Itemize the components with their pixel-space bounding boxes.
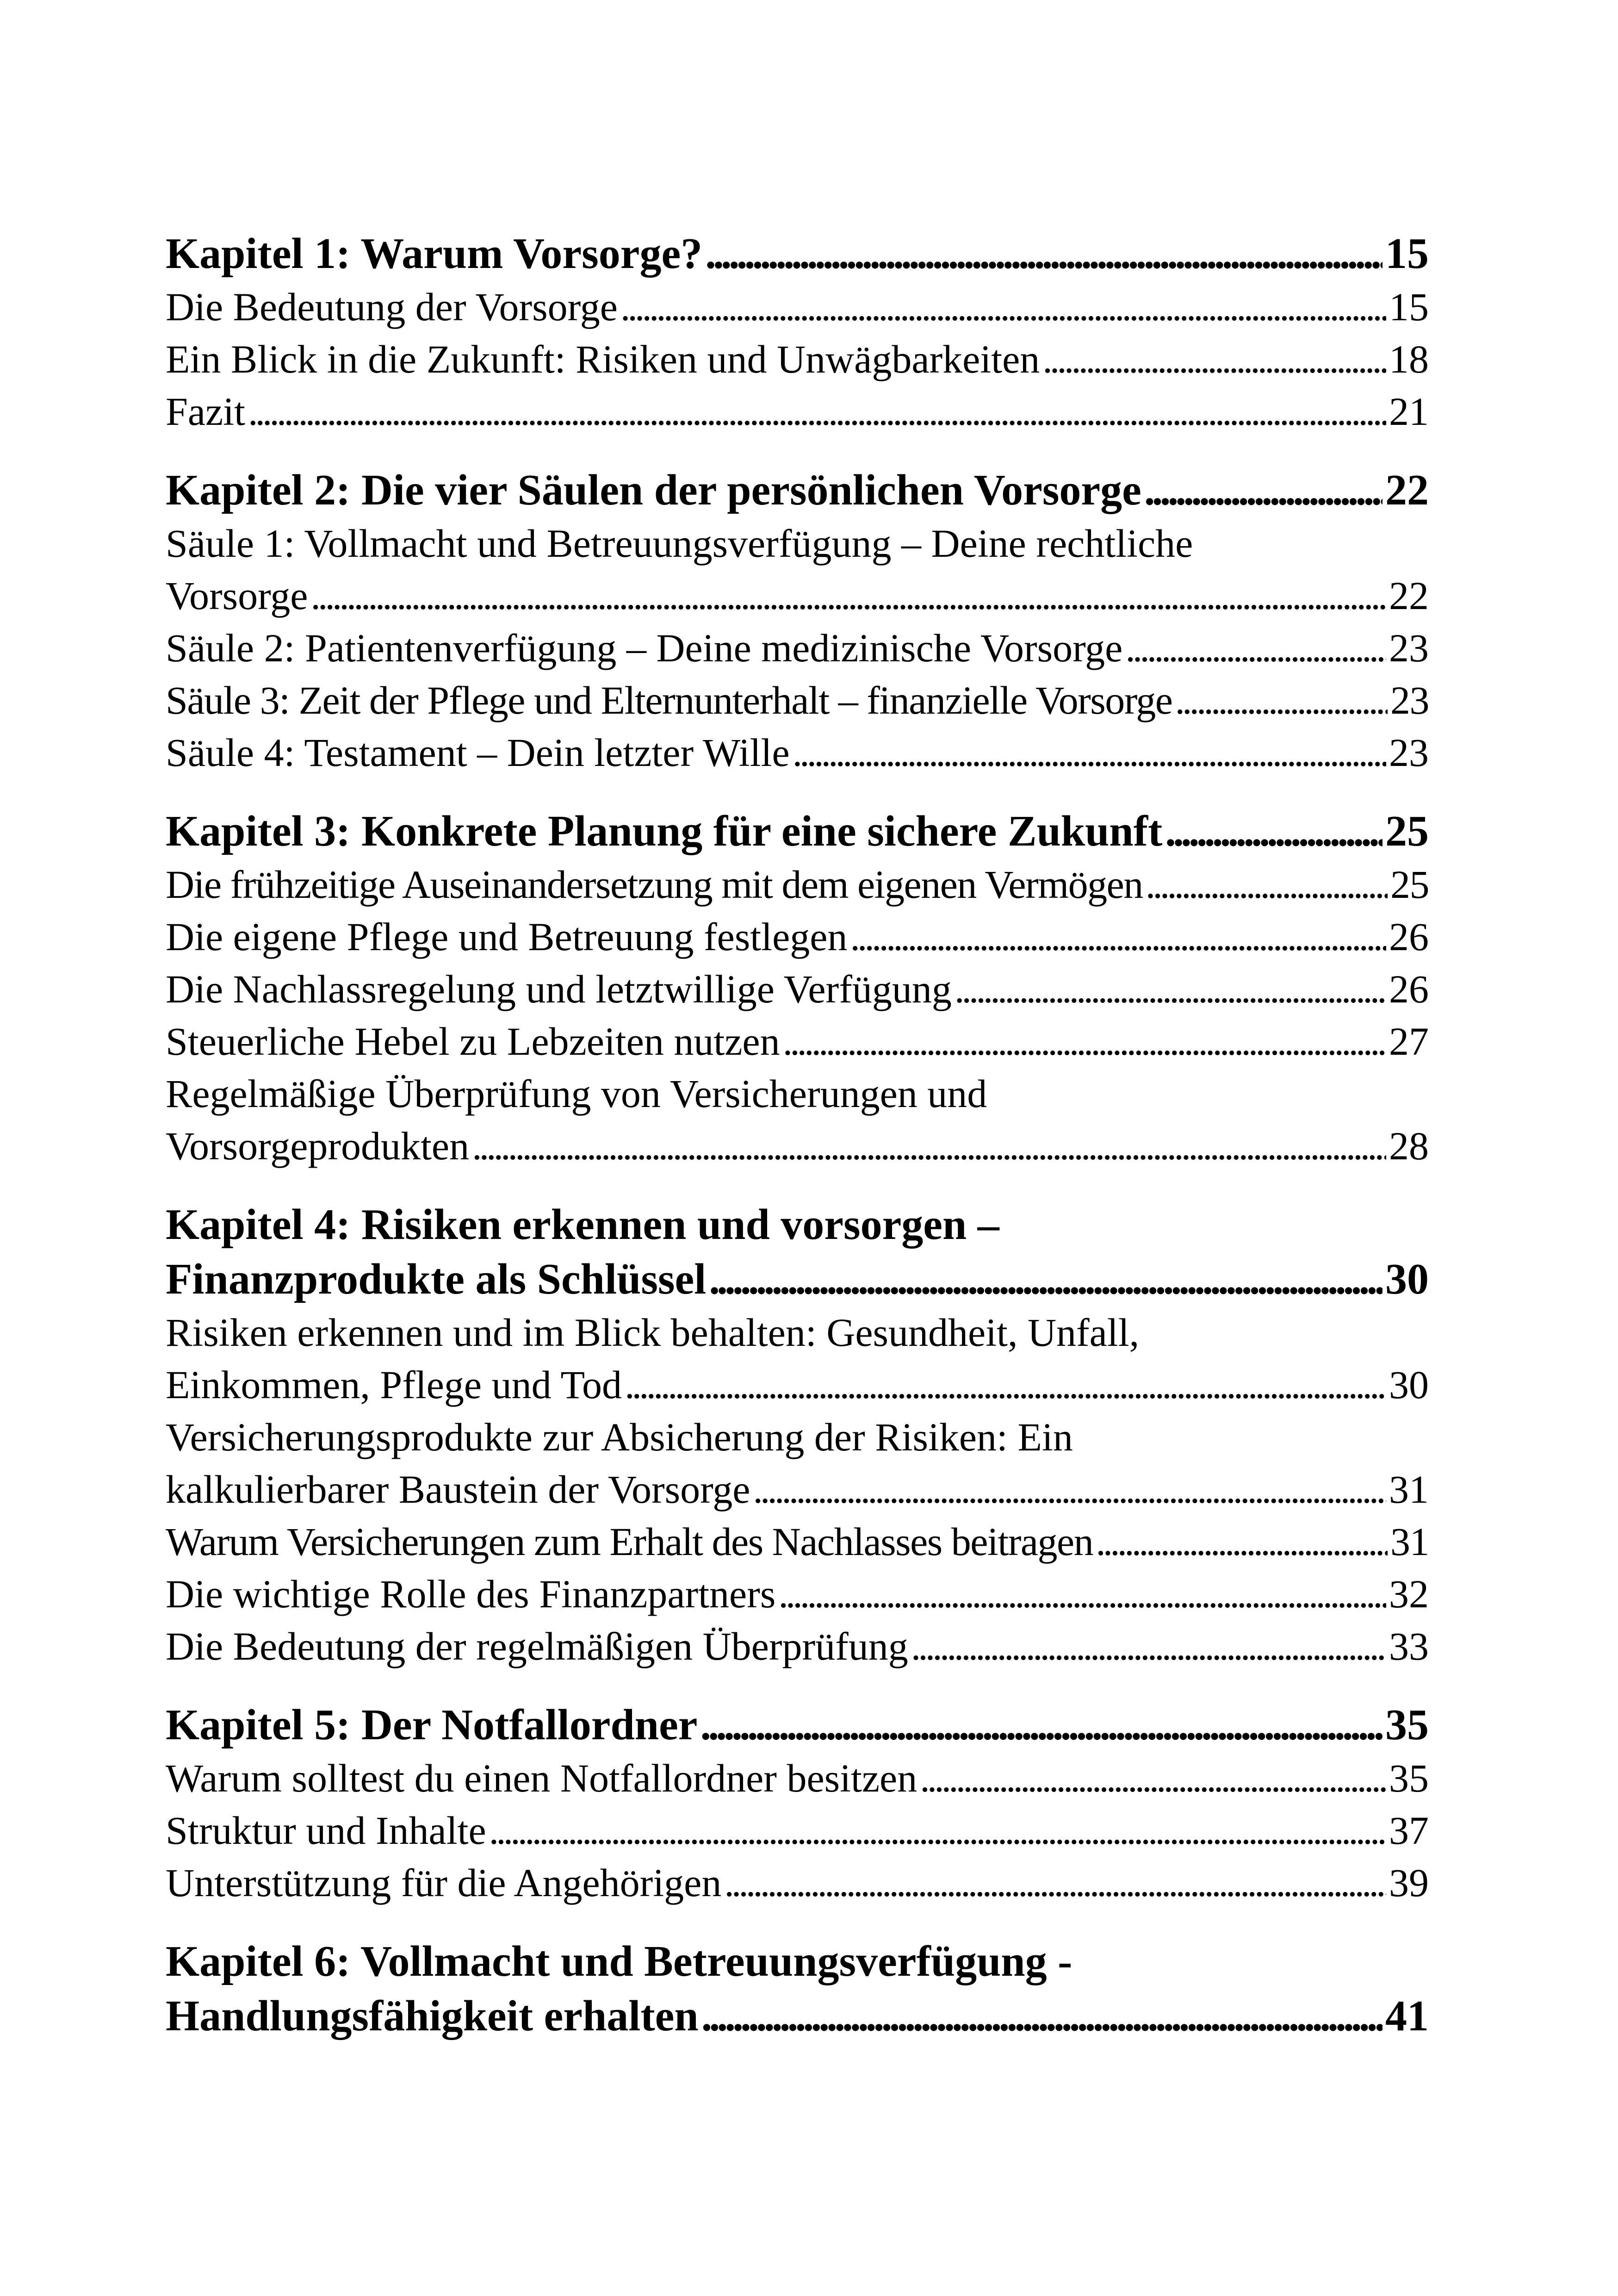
- table-of-contents: [166, 226, 1429, 2043]
- entry-title: Die Nachlassregelung und letztwillige Verfügung: [166, 967, 952, 1011]
- toc-entry[interactable]: [166, 963, 1429, 1015]
- entry-title-continued: Vorsorgeprodukten: [166, 1124, 470, 1168]
- page-number: 41: [1385, 1992, 1429, 2040]
- page-number: 30: [1389, 1363, 1429, 1407]
- dot-leader: [1096, 1516, 1388, 1568]
- chapter-heading-line-1[interactable]: [166, 1197, 1429, 1252]
- toc-entry[interactable]: [166, 1752, 1429, 1804]
- entry-title: Warum Versicherungen zum Erhalt des Nachlasses beitragen: [166, 1519, 1093, 1564]
- toc-entry[interactable]: [166, 333, 1429, 386]
- page-number: 22: [1385, 466, 1429, 514]
- chapter-4: [166, 1197, 1429, 1673]
- entry-title: Versicherungsprodukte zur Absicherung der Risiken: Ein: [166, 1415, 1073, 1459]
- dot-leader: [955, 963, 1386, 1015]
- toc-entry-line-1[interactable]: [166, 1068, 1429, 1120]
- chapter-1: [166, 226, 1429, 438]
- dot-leader: [850, 911, 1386, 963]
- dot-leader: [920, 1752, 1386, 1804]
- entry-title: Fazit: [166, 389, 245, 434]
- dot-leader: [911, 1620, 1386, 1673]
- dot-leader: [248, 386, 1386, 438]
- dot-leader: [1144, 463, 1382, 517]
- toc-entry[interactable]: [166, 570, 1429, 622]
- page-number: 15: [1385, 230, 1429, 278]
- page-number: 23: [1389, 730, 1429, 775]
- entry-title-continued: kalkulierbarer Baustein der Vorsorge: [166, 1467, 750, 1512]
- chapter-heading[interactable]: [166, 804, 1429, 859]
- toc-entry-line-1[interactable]: [166, 517, 1429, 570]
- page-number: 35: [1385, 1701, 1429, 1749]
- toc-entry[interactable]: [166, 1120, 1429, 1172]
- chapter-title-continued: Finanzprodukte als Schlüssel: [166, 1255, 707, 1303]
- dot-leader: [489, 1804, 1386, 1857]
- toc-entry[interactable]: [166, 911, 1429, 963]
- toc-entry[interactable]: [166, 386, 1429, 438]
- dot-leader: [1146, 859, 1388, 911]
- chapter-title: Kapitel 5: Der Notfallordner: [166, 1701, 698, 1749]
- page-number: 28: [1389, 1124, 1429, 1168]
- chapter-heading[interactable]: [166, 1698, 1429, 1752]
- page-number: 26: [1389, 915, 1429, 959]
- entry-title: Die eigene Pflege und Betreuung festlegen: [166, 915, 848, 959]
- page-number: 25: [1390, 862, 1429, 907]
- dot-leader: [793, 727, 1386, 779]
- entry-title: Struktur und Inhalte: [166, 1808, 486, 1853]
- toc-entry[interactable]: [166, 1463, 1429, 1516]
- entry-title: Die Bedeutung der regelmäßigen Überprüfung: [166, 1624, 908, 1668]
- entry-title: Unterstützung für die Angehörigen: [166, 1860, 722, 1905]
- chapter-heading[interactable]: [166, 1989, 1429, 2043]
- dot-leader: [753, 1463, 1386, 1516]
- dot-leader: [701, 1989, 1382, 2043]
- entry-title: Die Bedeutung der Vorsorge: [166, 285, 618, 329]
- toc-entry[interactable]: [166, 1015, 1429, 1068]
- entry-title: Säule 4: Testament – Dein letzter Wille: [166, 730, 790, 775]
- page-number: 23: [1390, 678, 1429, 722]
- toc-entry[interactable]: [166, 859, 1429, 911]
- toc-entry-line-1[interactable]: [166, 1411, 1429, 1463]
- dot-leader: [472, 1120, 1386, 1172]
- page-number: 25: [1385, 807, 1429, 855]
- page-number: 26: [1389, 967, 1429, 1011]
- entry-title: Säule 1: Vollmacht und Betreuungsverfügung – Deine rechtliche: [166, 521, 1193, 566]
- toc-entry[interactable]: [166, 1804, 1429, 1857]
- chapter-heading[interactable]: [166, 226, 1429, 281]
- toc-entry[interactable]: [166, 1359, 1429, 1411]
- dot-leader: [709, 1252, 1382, 1307]
- chapter-3: [166, 804, 1429, 1172]
- chapter-title: Kapitel 2: Die vier Säulen der persönlichen Vorsorge: [166, 466, 1141, 514]
- toc-entry[interactable]: [166, 622, 1429, 674]
- toc-entry[interactable]: [166, 674, 1429, 727]
- dot-leader: [724, 1857, 1386, 1909]
- entry-title: Säule 2: Patientenverfügung – Deine medizinische Vorsorge: [166, 626, 1123, 670]
- dot-leader: [783, 1015, 1386, 1068]
- entry-title: Ein Blick in die Zukunft: Risiken und Unwägbarkeiten: [166, 337, 1040, 381]
- chapter-title-continued: Handlungsfähigkeit erhalten: [166, 1992, 699, 2040]
- entry-title: Die wichtige Rolle des Finanzpartners: [166, 1572, 776, 1616]
- entry-title: Warum solltest du einen Notfallordner besitzen: [166, 1756, 917, 1800]
- chapter-2: [166, 463, 1429, 779]
- entry-title: Risiken erkennen und im Blick behalten: Gesundheit, Unfall,: [166, 1310, 1140, 1355]
- entry-title-continued: Einkommen, Pflege und Tod: [166, 1363, 622, 1407]
- dot-leader: [1165, 804, 1382, 859]
- dot-leader: [1125, 622, 1386, 674]
- page-number: 39: [1389, 1860, 1429, 1905]
- chapter-heading[interactable]: [166, 1252, 1429, 1307]
- page-number: 15: [1389, 285, 1429, 329]
- page-number: 18: [1389, 337, 1429, 381]
- dot-leader: [625, 1359, 1386, 1411]
- dot-leader: [620, 281, 1386, 333]
- page-number: 22: [1389, 573, 1429, 618]
- toc-entry[interactable]: [166, 1857, 1429, 1909]
- page-number: 35: [1389, 1756, 1429, 1800]
- dot-leader: [778, 1568, 1386, 1620]
- toc-entry-line-1[interactable]: [166, 1307, 1429, 1359]
- page-number: 37: [1389, 1808, 1429, 1853]
- entry-title: Regelmäßige Überprüfung von Versicherungen und: [166, 1071, 987, 1116]
- entry-title: Die frühzeitige Auseinandersetzung mit dem eigenen Vermögen: [166, 862, 1143, 907]
- entry-title: Säule 3: Zeit der Pflege und Elternunterhalt – finanzielle Vorsorge: [166, 678, 1172, 722]
- toc-entry[interactable]: [166, 727, 1429, 779]
- dot-leader: [310, 570, 1386, 622]
- entry-title-continued: Vorsorge: [166, 573, 308, 618]
- page-number: 27: [1389, 1019, 1429, 1064]
- page-number: 21: [1389, 389, 1429, 434]
- chapter-6: [166, 1934, 1429, 2043]
- dot-leader: [705, 226, 1382, 281]
- page-number: 30: [1385, 1255, 1429, 1303]
- page-number: 32: [1389, 1572, 1429, 1616]
- toc-entry[interactable]: [166, 1568, 1429, 1620]
- chapter-title: Kapitel 4: Risiken erkennen und vorsorgen –: [166, 1201, 999, 1249]
- chapter-title: Kapitel 3: Konkrete Planung für eine sichere Zukunft: [166, 807, 1163, 855]
- chapter-title: Kapitel 6: Vollmacht und Betreuungsverfügung -: [166, 1937, 1072, 1985]
- page-number: 23: [1389, 626, 1429, 670]
- page-number: 31: [1389, 1467, 1429, 1512]
- toc-entry[interactable]: [166, 1620, 1429, 1673]
- dot-leader: [1175, 674, 1388, 727]
- entry-title: Steuerliche Hebel zu Lebzeiten nutzen: [166, 1019, 780, 1064]
- chapter-title: Kapitel 1: Warum Vorsorge?: [166, 230, 703, 278]
- toc-entry[interactable]: [166, 281, 1429, 333]
- chapter-heading[interactable]: [166, 463, 1429, 517]
- dot-leader: [701, 1698, 1382, 1752]
- dot-leader: [1042, 333, 1386, 386]
- page-number: 31: [1390, 1519, 1429, 1564]
- chapter-heading-line-1[interactable]: [166, 1934, 1429, 1989]
- toc-entry[interactable]: [166, 1516, 1429, 1568]
- page-number: 33: [1389, 1624, 1429, 1668]
- chapter-5: [166, 1698, 1429, 1909]
